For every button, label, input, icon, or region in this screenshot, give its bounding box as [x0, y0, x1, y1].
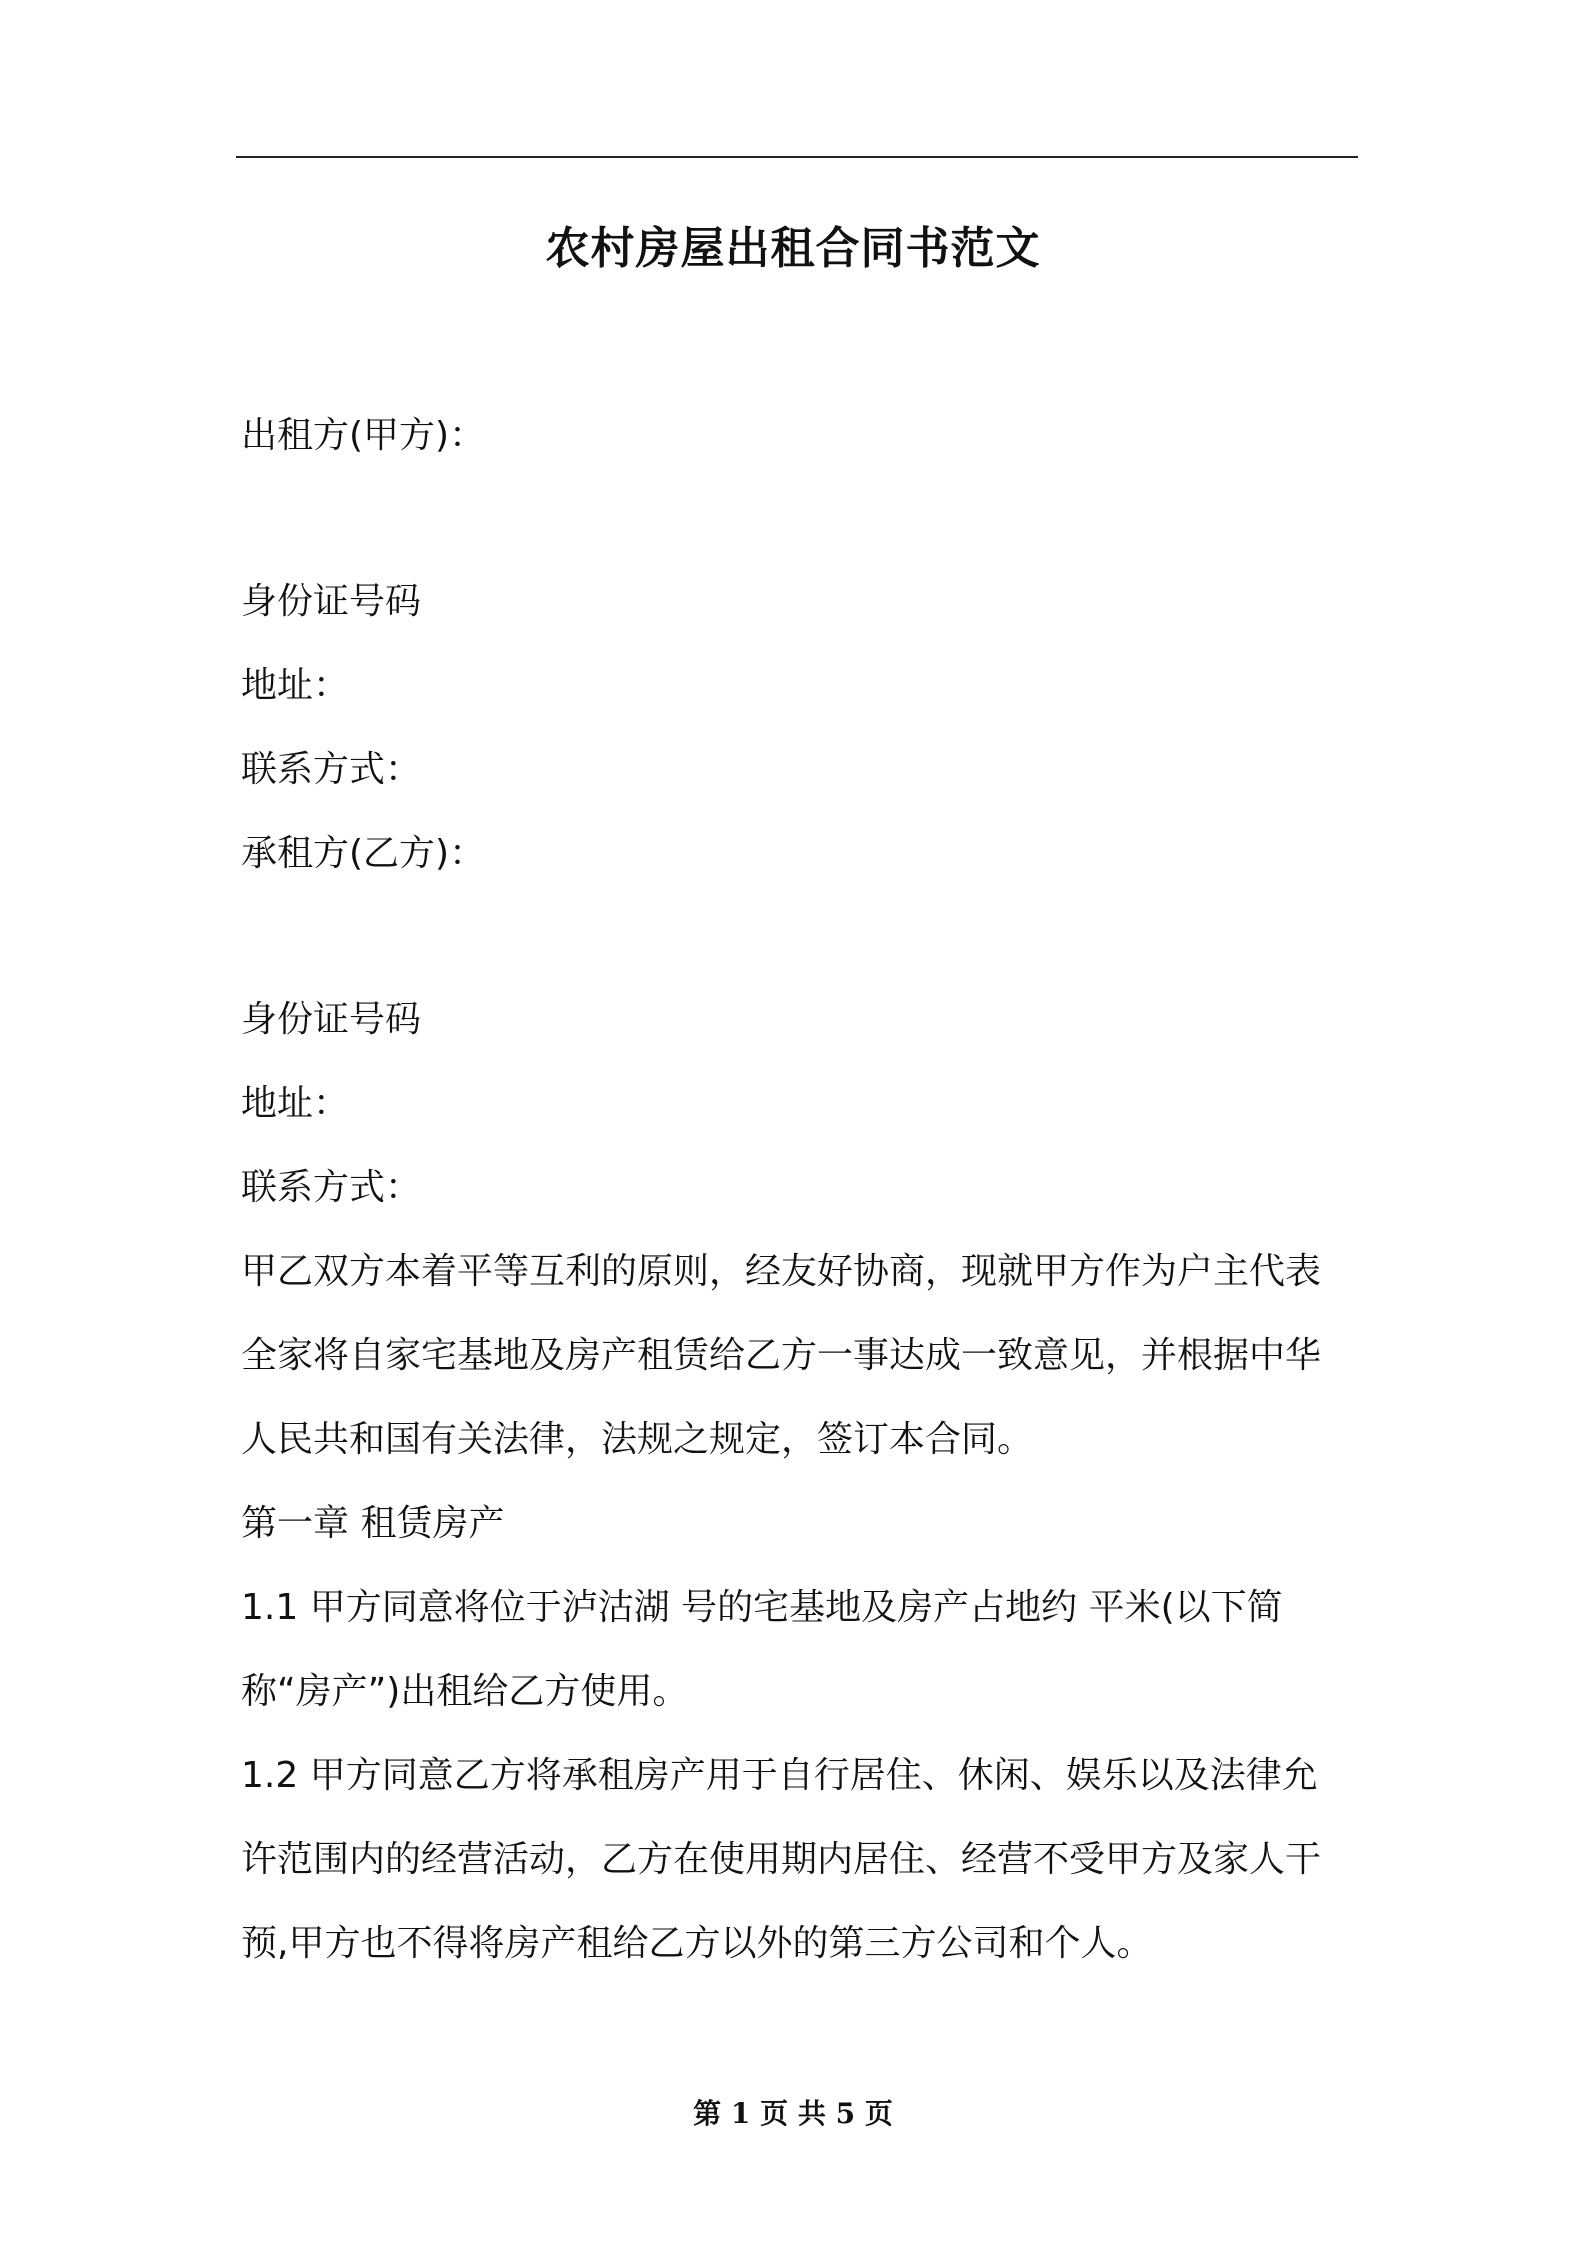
lessor-label: 出租方(甲方)： [241, 415, 486, 456]
lessee-id-label: 身份证号码 [241, 999, 422, 1040]
lessee-label: 承租方(乙方)： [241, 833, 486, 874]
clause-line: 1.2 甲方同意乙方将承租房产用于自行居住、休闲、娱乐以及法律允 [241, 1755, 1318, 1796]
intro-line: 人民共和国有关法律，法规之规定，签订本合同。 [241, 1419, 1034, 1460]
lessee-address-label: 地址： [241, 1083, 350, 1124]
lessor-id-label: 身份证号码 [241, 581, 422, 622]
chapter-1-heading: 第一章 租赁房产 [241, 1503, 505, 1544]
lessor-address-label: 地址： [241, 665, 350, 706]
clause-line: 1.1 甲方同意将位于泸沽湖 号的宅基地及房产占地约 平米(以下简 [241, 1587, 1283, 1628]
document-title: 农村房屋出租合同书范文 [545, 223, 1041, 274]
clause-line: 预,甲方也不得将房产租给乙方以外的第三方公司和个人。 [241, 1923, 1153, 1964]
lessee-contact-label: 联系方式： [241, 1167, 422, 1208]
intro-line: 甲乙双方本着平等互利的原则，经友好协商，现就甲方作为户主代表 [241, 1251, 1322, 1292]
lessor-contact-label: 联系方式： [241, 749, 422, 790]
page-number-footer: 第 1 页 共 5 页 [693, 2097, 893, 2130]
clause-line: 许范围内的经营活动，乙方在使用期内居住、经营不受甲方及家人干 [241, 1839, 1322, 1880]
header-rule [236, 156, 1358, 158]
clause-line: 称“房产”)出租给乙方使用。 [241, 1671, 689, 1712]
intro-line: 全家将自家宅基地及房产租赁给乙方一事达成一致意见，并根据中华 [241, 1335, 1322, 1376]
